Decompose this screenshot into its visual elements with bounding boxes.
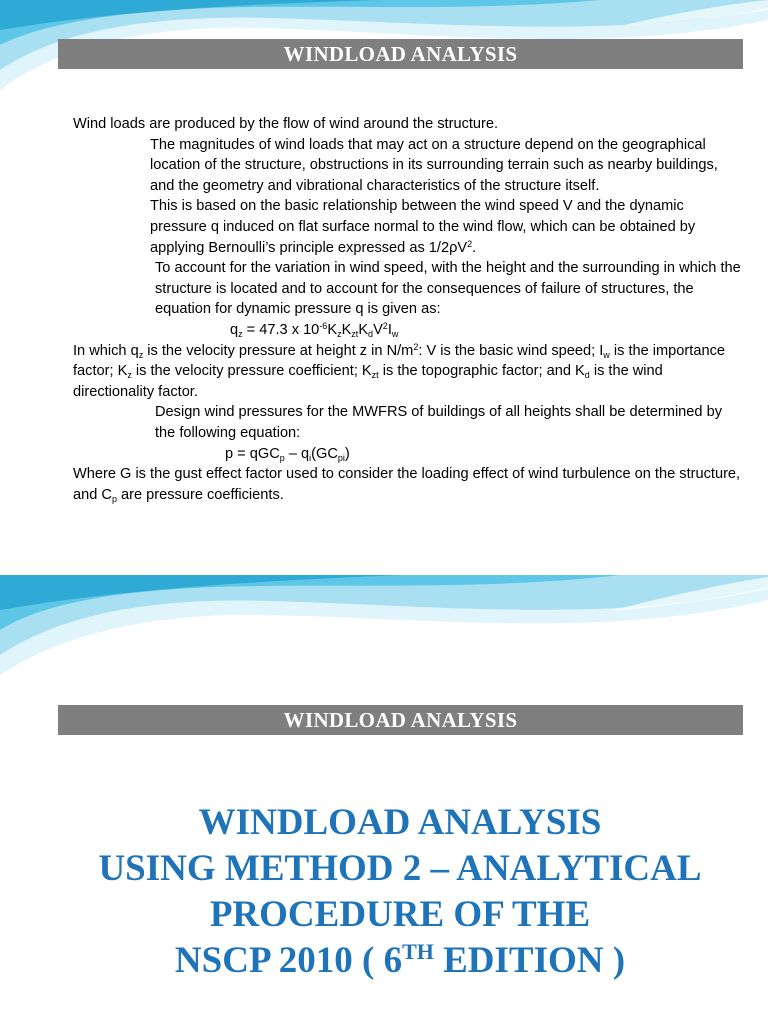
slide-2	[0, 575, 768, 1024]
paragraph-definitions: In which $q_z$ is the velocity pressure at height z in $N/m^2$: V is the basic wind speed; $I_w$ is the importance factor; $K_z$ is the velocity pressure coefficient; $K_{zt}$ is the topographic factor; and $K_d$ is the wind directionality factor.	[73, 341, 725, 400]
heading-line-3: PROCEDURE OF THE	[209, 894, 591, 935]
paragraph-gust-factor: Where G is the gust effect factor used to consider the loading effect of wind turbulence on the structure, and $C_p$ are pressure coefficients.	[73, 466, 741, 504]
body-text	[73, 114, 743, 505]
paragraph-bernoulli: This is based on the basic relationship between the wind speed V and the dynamic pressure q induced on flat surface normal to the wind flow, which can be obtained by applying Bernoulli’s principle expressed as $1/2\rho V^2$.	[150, 198, 696, 256]
paragraph-design-pressures: Design wind pressures for the MWFRS of buildings of all heights shall be determined by the following equation:	[155, 404, 722, 441]
heading-line-2: USING METHOD 2 – ANALYTICAL	[98, 848, 702, 889]
main-heading	[30, 800, 768, 984]
heading-line-4: NSCP 2010 ( 6TH EDITION )	[174, 939, 626, 981]
equation-velocity-pressure: $q_z = 47.3$ x $10^{-6}K_zK_{zt}K_dV^2I_w$	[230, 320, 399, 339]
heading-line-1: WINDLOAD ANALYSIS	[198, 802, 602, 843]
paragraph-variation: To account for the variation in wind speed, with the height and the surrounding in which the structure is located and to account for the consequences of failure of structures, the equation for dynamic pressure q is given as:	[155, 260, 741, 318]
slide-title: WINDLOAD ANALYSIS	[283, 708, 518, 732]
paragraph-intro: Wind loads are produced by the flow of wind around the structure.	[73, 116, 499, 132]
slide-title-bar	[58, 705, 743, 735]
slide-title-bar	[58, 39, 743, 69]
header-wave-decoration	[0, 575, 768, 685]
slide-title: WINDLOAD ANALYSIS	[283, 42, 518, 66]
equation-design-pressure: $p = qGC_p - q_i(GC_{pi})$	[225, 445, 350, 463]
paragraph-magnitudes: The magnitudes of wind loads that may act on a structure depend on the geographical location of the structure, obstructions in its surrounding terrain such as nearby buildings, and the geometry and vibrational characteristics of the structure itself.	[150, 136, 718, 194]
